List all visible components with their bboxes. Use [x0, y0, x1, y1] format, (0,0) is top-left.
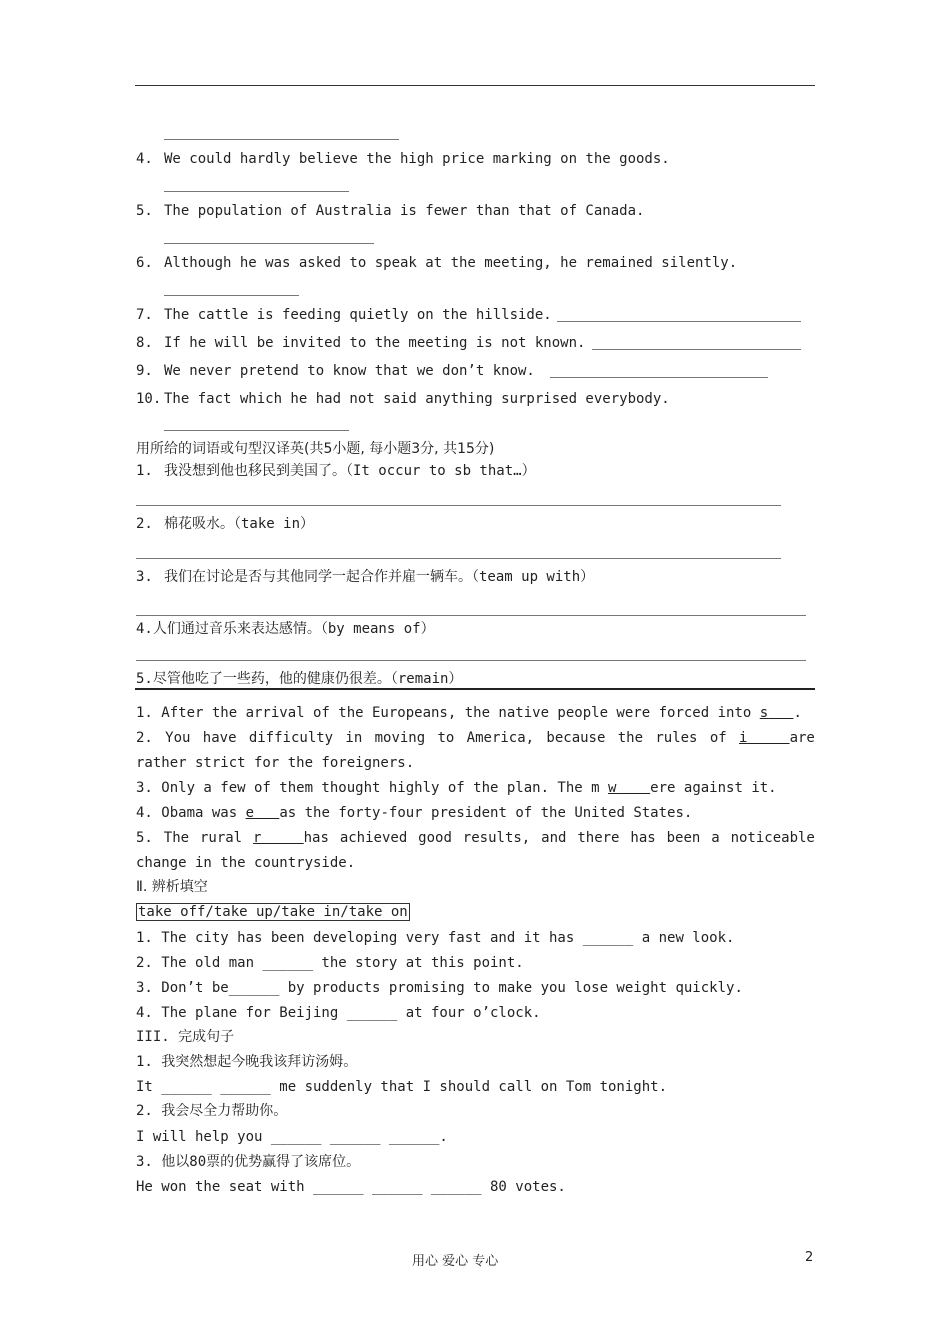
- list-item: 8. If he will be invited to the meeting is not known.: [136, 335, 586, 351]
- list-item: 9. We never pretend to know that we don’t know.: [136, 363, 535, 379]
- list-item: 7. The cattle is feeding quietly on the hillside.: [136, 307, 552, 323]
- word-box: take off/take up/take in/take on: [138, 904, 408, 920]
- answer-line: [136, 505, 781, 506]
- list-item: 4.人们通过音乐来表达感情。（by means of）: [136, 621, 435, 637]
- list-item: rather strict for the foreigners.: [136, 755, 415, 771]
- answer-line: [550, 377, 768, 378]
- answer-line: [557, 321, 801, 322]
- list-item: 4. We could hardly believe the high price marking on the goods.: [136, 151, 670, 167]
- header-rule: [135, 85, 815, 86]
- section-heading: 用所给的词语或句型汉译英(共5小题, 每小题3分, 共15分): [136, 441, 495, 457]
- list-item: 1. The city has been developing very fast and it has ______ a new look.: [136, 930, 735, 946]
- list-item: 6. Although he was asked to speak at the meeting, he remained silently.: [136, 255, 738, 271]
- answer-line: [136, 660, 806, 661]
- list-item: I will help you ______ ______ ______.: [136, 1129, 448, 1145]
- list-item: 4. The plane for Beijing ______ at four o’clock.: [136, 1005, 541, 1021]
- list-item: 5. The rural r has achieved good results, and there has been a noticeable: [136, 830, 815, 846]
- list-item: 2. The old man ______ the story at this point.: [136, 955, 524, 971]
- page-number: 2: [805, 1250, 814, 1265]
- list-item: 3. 我们在讨论是否与其他同学一起合作并雇一辆车。（team up with）: [136, 569, 595, 585]
- answer-line: [164, 295, 299, 296]
- hint-letter: e: [245, 805, 255, 821]
- list-item: 2. 棉花吸水。（take in）: [136, 516, 315, 532]
- answer-line: [136, 615, 806, 616]
- list-item: 3. Only a few of them thought highly of the plan. The m w ere against it.: [136, 780, 777, 796]
- answer-line: [164, 191, 349, 192]
- section-heading: III. 完成句子: [136, 1029, 235, 1045]
- list-item: 1. After the arrival of the Europeans, the native people were forced into s .: [136, 705, 802, 721]
- list-item: 5. The population of Australia is fewer than that of Canada.: [136, 203, 645, 219]
- answer-line: [164, 243, 374, 244]
- answer-line: [592, 349, 801, 350]
- hint-letter: s: [759, 705, 769, 721]
- list-item: 2. You have difficulty in moving to America, because the rules of i are: [136, 730, 815, 746]
- hint-letter: r: [253, 830, 262, 846]
- answer-line: [164, 139, 399, 140]
- list-item: 3. Don’t be______ by products promising to make you lose weight quickly.: [136, 980, 743, 996]
- list-item: It ______ ______ me suddenly that I should call on Tom tonight.: [136, 1079, 668, 1095]
- answer-line: [136, 558, 781, 559]
- section-divider: [135, 688, 815, 690]
- list-item: 2. 我会尽全力帮助你。: [136, 1103, 288, 1119]
- section-heading: Ⅱ. 辨析填空: [136, 879, 208, 895]
- list-item: 5.尽管他吃了一些药，他的健康仍很差。（remain）: [136, 671, 463, 687]
- footer-motto: 用心 爱心 专心: [412, 1254, 499, 1269]
- list-item: 3. 他以80票的优势赢得了该席位。: [136, 1154, 361, 1170]
- list-item: 4. Obama was e as the forty-four president of the United States.: [136, 805, 693, 821]
- list-item: 10. The fact which he had not said anything surprised everybody.: [136, 391, 670, 407]
- list-item: 1. 我突然想起今晚我该拜访汤姆。: [136, 1054, 358, 1070]
- list-item: change in the countryside.: [136, 855, 356, 871]
- list-item: He won the seat with ______ ______ ______ 80 votes.: [136, 1179, 566, 1195]
- list-item: 1. 我没想到他也移民到美国了。（It occur to sb that…）: [136, 463, 536, 479]
- hint-letter: i: [738, 730, 748, 746]
- hint-letter: w: [608, 780, 617, 796]
- answer-line: [164, 430, 349, 431]
